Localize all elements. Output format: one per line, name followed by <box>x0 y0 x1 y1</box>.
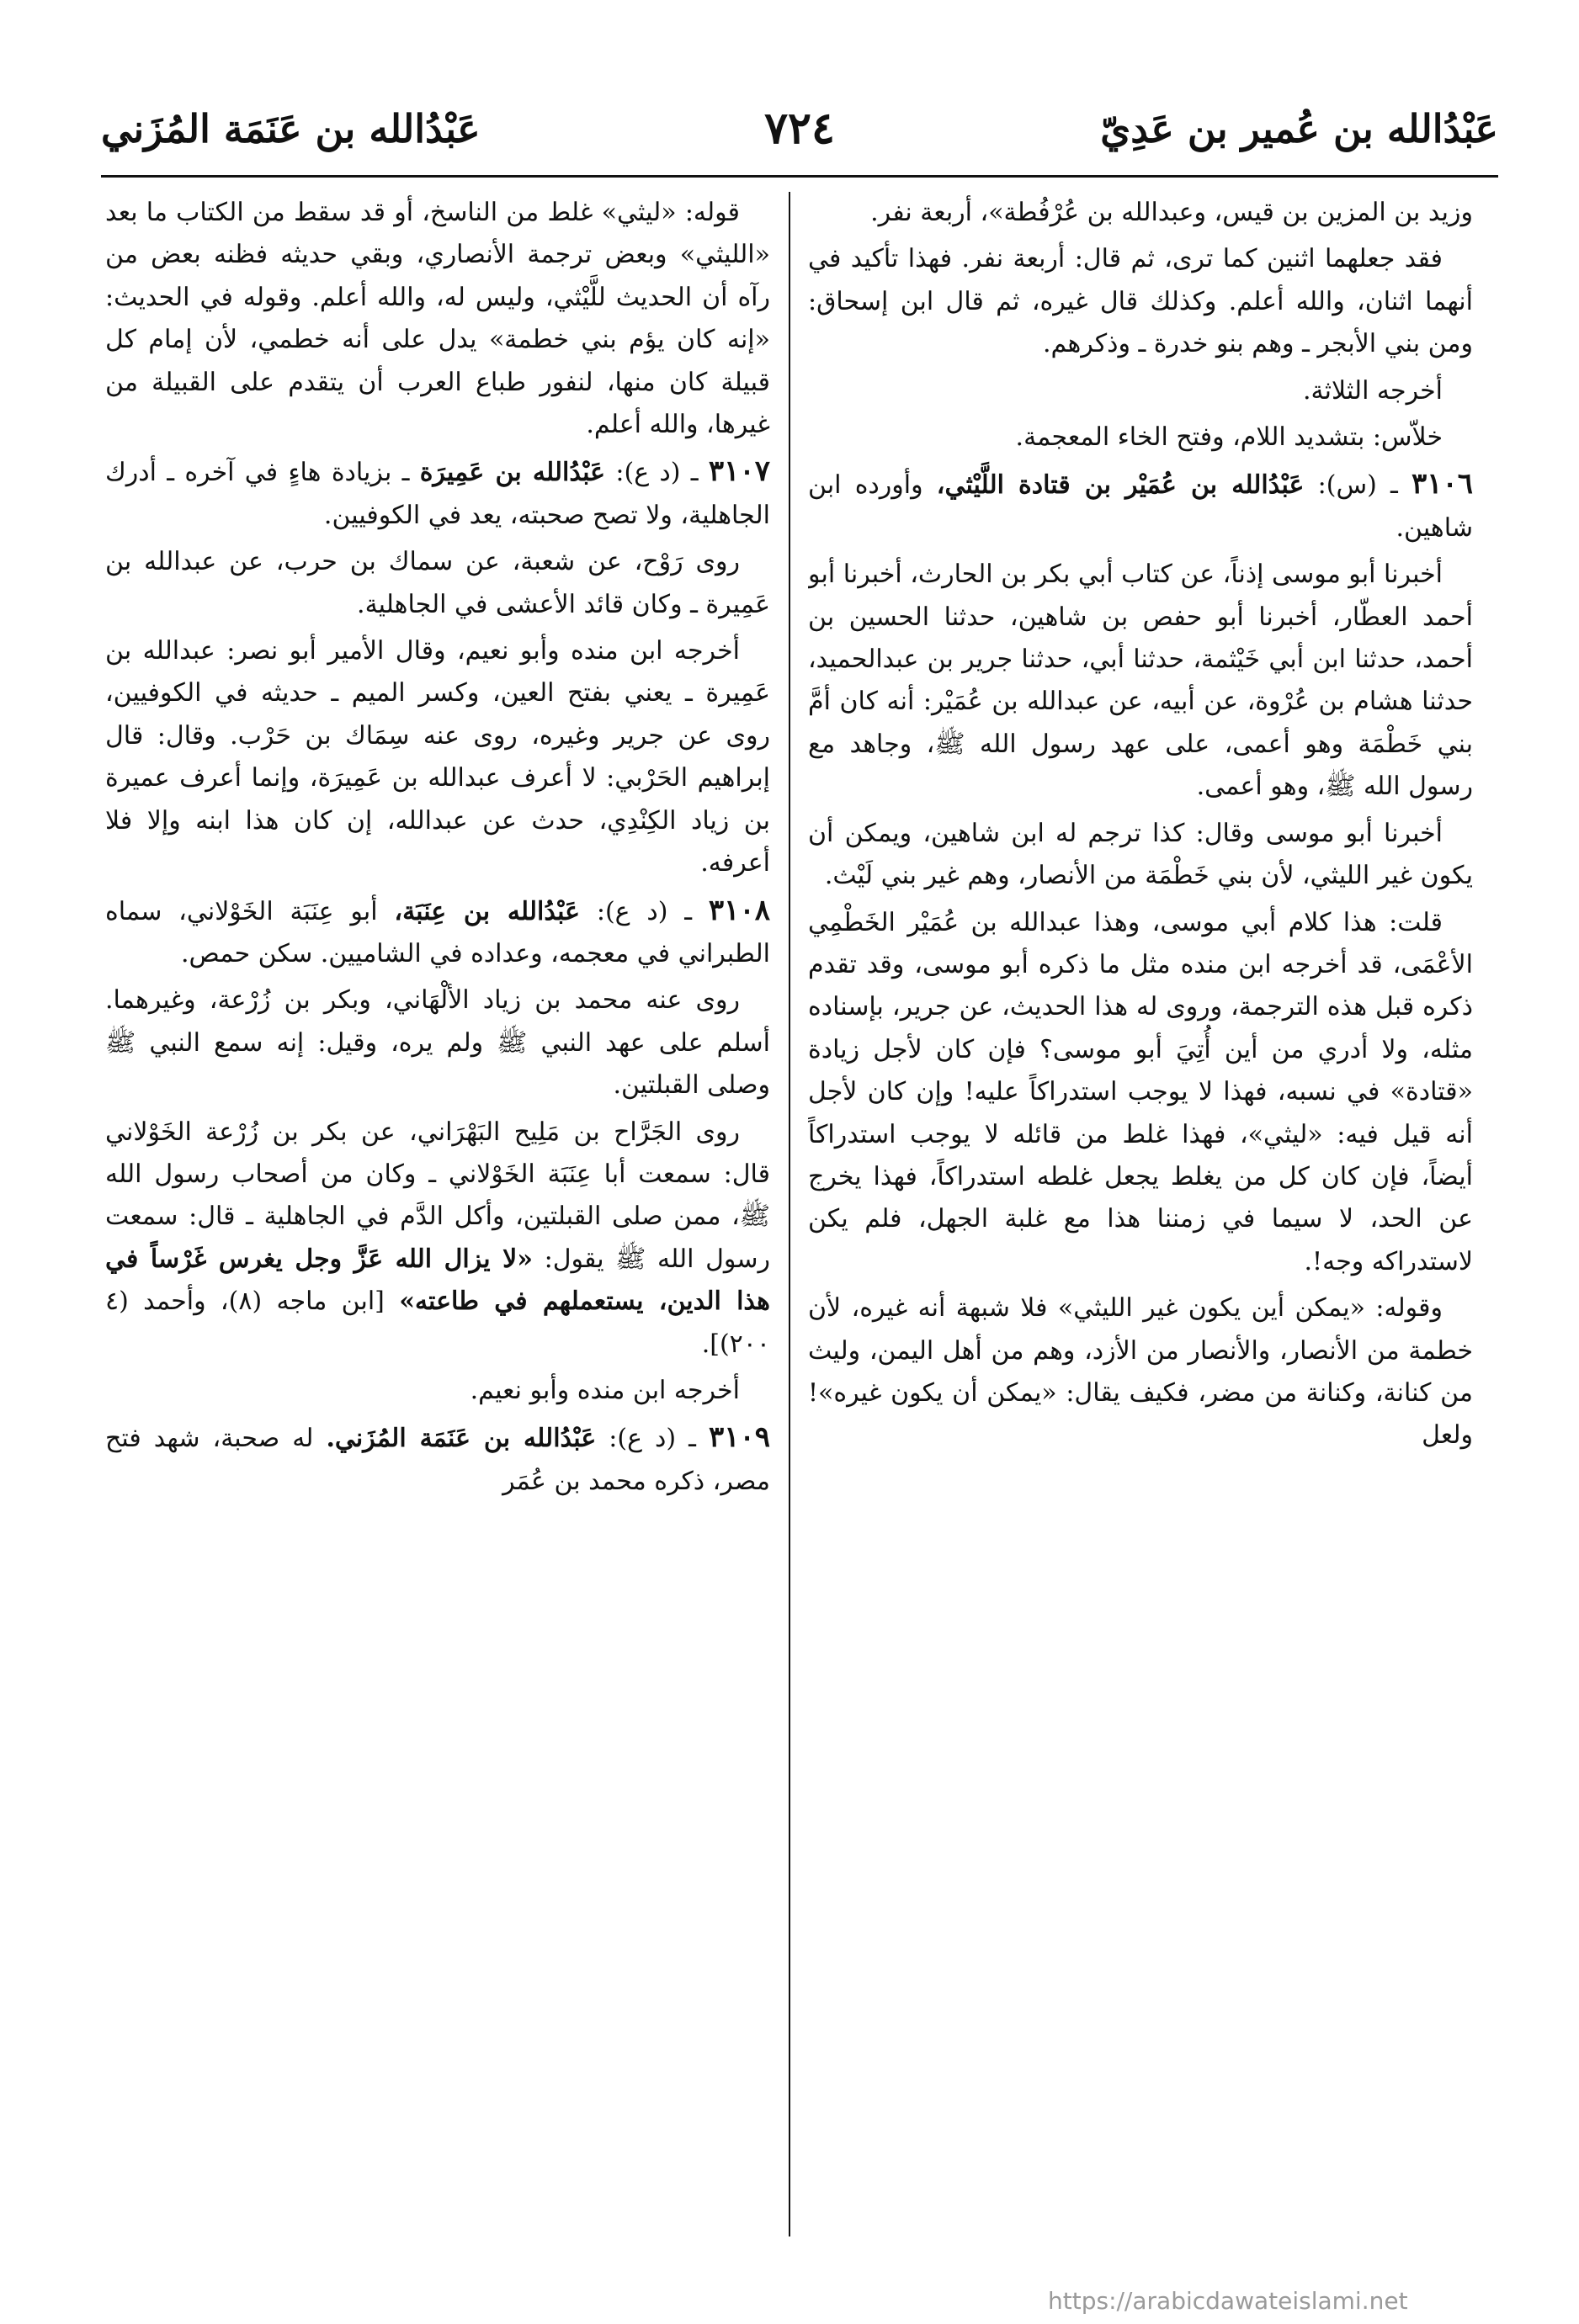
paragraph: أخرجه ابن منده وأبو نعيم. <box>470 1375 740 1405</box>
entry-3108 <box>105 889 770 976</box>
entry-name: عَبْدُالله بن عُمَيْر بن قتادة اللَّيْثي، <box>936 470 1305 501</box>
paragraph: روى رَوْح، عن شعبة، عن سماك بن حرب، عن عبدالله بن عَمِيرة ـ وكان قائد الأعشى في الجاهلية. <box>105 547 770 619</box>
column-divider <box>789 192 790 2236</box>
hadith-text: «لا يزال الله عَزَّ وجل يغرس غَرْساً في هذا الدين، يستعملهم في طاعته» <box>105 1244 770 1317</box>
paragraph: أخبرنا أبو موسى إذناً، عن كتاب أبي بكر بن الحارث، أخبرنا أبو أحمد العطّار، أخبرنا أبو حفص بن شاهين، حدثنا الحسين بن أحمد، حدثنا ابن أبي خَيْثمة، حدثنا أبي، حدثنا جرير بن عبدالحميد، حدثنا هشام بن عُرْوة، عن أبيه، عن عبدالله بن عُمَيْر: أنه كان أمَّ بني خَطْمَة وهو أعمى، على عهد رسول الله ﷺ، وجاهد مع رسول الله ﷺ، وهو أعمى. <box>808 560 1473 802</box>
entry-text: له صحبة، شهد فتح مصر، ذكره محمد بن عُمَر <box>105 1424 770 1496</box>
watermark: https://arabicdawateislami.net <box>1048 2287 1408 2315</box>
entry-code: ـ (د ع): <box>615 458 699 488</box>
entry-text: أبو عِنَبَة الخَوْلاني، سماه الطبراني في معجمه، وعداده في الشاميين. سكن حمص. <box>105 896 770 968</box>
paragraph: وقوله: «يمكن أين يكون غير الليثي» فلا شبهة أنه غيره، لأن خطمة من الأنصار، والأنصار من الأزد، وهم من أهل اليمن، وليث من كنانة، وكنانة من مضر، فكيف يقال: «يمكن أن يكون غيره»! ولعل <box>808 1293 1473 1451</box>
entry-number: ٣١٠٩ <box>708 1420 770 1455</box>
running-title-left: عَبْدُالله بن عَنَمَة المُزَني <box>101 106 481 151</box>
entry-name: عَبْدُالله بن عِنَبَة، <box>394 896 581 926</box>
entry-text: وأورده ابن شاهين. <box>808 470 1473 543</box>
paragraph: أخرجه الثلاثة. <box>1303 375 1443 406</box>
paragraph: أخرجه ابن منده وأبو نعيم، وقال الأمير أبو نصر: عبدالله بن عَمِيرة ـ يعني بفتح العين، وكسر الميم ـ حديثه في الكوفيين، روى عن جرير وغيره، روى عنه سِمَاك بن حَرْب. وقال: قال إبراهيم الحَرْبي: لا أعرف عبدالله بن عَمِيرَة، وإنما أعرف عميرة بن زياد الكِنْدِي، حدث عن عبدالله، إن كان هذا ابنه وإلا فلا أعرفه. <box>105 636 770 878</box>
page-header <box>101 84 1498 177</box>
running-title-right: عَبْدُالله بن عُمير بن عَدِيّ <box>1100 106 1498 151</box>
page-number: ٧٢٤ <box>764 103 835 154</box>
entry-text: ـ بزيادة هاءٍ في آخره ـ أدرك الجاهلية، ولا تصح صحبته، يعد في الكوفيين. <box>105 458 770 530</box>
entry-name: عَبْدُالله بن عَنَمَة المُزَني. <box>326 1424 597 1454</box>
paragraph: قوله: «ليثي» غلط من الناسخ، أو قد سقط من الكتاب ما بعد «الليثي» وبعض ترجمة الأنصاري، وبقي حديثه فظنه بعض من رآه أن الحديث للَّيْثي، وليس له، والله أعلم. وقوله في الحديث: «إنه كان يؤم بني خطمة» يدل على أنه خطمي، لأن إمام كل قبيلة كان منها، لنفور طباع العرب أن يتقدم على القبيلة من غيرها، والله أعلم. <box>105 198 770 440</box>
left-column <box>105 192 770 2253</box>
entry-name: عَبْدُالله بن عَمِيرَة <box>419 458 606 488</box>
paragraph: خلاّس: بتشديد اللام، وفتح الخاء المعجمة. <box>1015 422 1443 453</box>
hadith-reference: [ابن ماجه (٨)، وأحمد (٤ ٢٠٠)]. <box>105 1287 770 1359</box>
entry-code: ـ (س): <box>1317 470 1398 501</box>
entry-number: ٣١٠٨ <box>708 893 770 927</box>
entry-code: ـ (د ع): <box>596 896 693 926</box>
paragraph: روى عنه محمد بن زياد الألْهَاني، وبكر بن زُرْعة، وغيرهما. أسلم على عهد النبي ﷺ ولم يره، وقيل: إنه سمع النبي ﷺ وصلى القبلتين. <box>105 985 770 1101</box>
entry-number: ٣١٠٦ <box>1411 467 1473 501</box>
paragraph: فقد جعلهما اثنين كما ترى، ثم قال: أربعة نفر. فهذا تأكيد في أنهما اثنان، والله أعلم. وكذلك قال غيره، ثم قال ابن إسحاق: ومن بني الأبجر ـ وهم بنو خدرة ـ وذكرهم. <box>808 244 1473 359</box>
entry-3109 <box>105 1416 770 1503</box>
entry-3106 <box>808 463 1473 549</box>
paragraph: قلت: هذا كلام أبي موسى، وهذا عبدالله بن عُمَيْر الخَطْمِي الأعْمَى، قد أخرجه ابن منده مثل ما ذكره أبو موسى، وقد تقدم ذكره قبل هذه الترجمة، وروى له هذا الحديث، عن جرير، بإسناده مثله، ولا أدري من أين أُتِيَ أبو موسى؟ فإن كان لأجل زيادة «قتادة» في نسبه، فهذا لا يوجب استدراكاً عليه! وإن كان لأجل أنه قيل فيه: «ليثي»، فهذا غلط من قائله لا يوجب استدراكاً أيضاً، فإن كان كل من يغلط يجعل غلطه استدراكاً، فهذا يخرج عن الحد، لا سيما في زمننا هذا مع غلبة الجهل، فلم يكن لاستدراكه وجه!. <box>808 907 1473 1276</box>
header-rule <box>101 175 1498 178</box>
entry-3107 <box>105 450 770 537</box>
paragraph <box>105 1112 770 1366</box>
entry-code: ـ (د ع): <box>609 1424 696 1454</box>
paragraph: وزيد بن المزين بن قيس، وعبدالله بن عُرْفُطة»، أربعة نفر. <box>870 198 1473 227</box>
right-column <box>808 192 1473 2253</box>
entry-number: ٣١٠٧ <box>708 454 770 489</box>
paragraph: أخبرنا أبو موسى وقال: كذا ترجم له ابن شاهين، ويمكن أن يكون غير الليثي، لأن بني خَطْمَة من الأنصار، وهم غير بني لَيْث. <box>808 818 1473 891</box>
hadith-chain: روى الجَرَّاح بن مَلِيح البَهْرَاني، عن بكر بن زُرْعة الخَوْلاني قال: سمعت أبا عِنَبَة الخَوْلاني ـ وكان من أصحاب رسول الله ﷺ، ممن صلى القبلتين، وأكل الدَّم في الجاهلية ـ قال: سمعت رسول الله ﷺ يقول: <box>105 1117 770 1274</box>
